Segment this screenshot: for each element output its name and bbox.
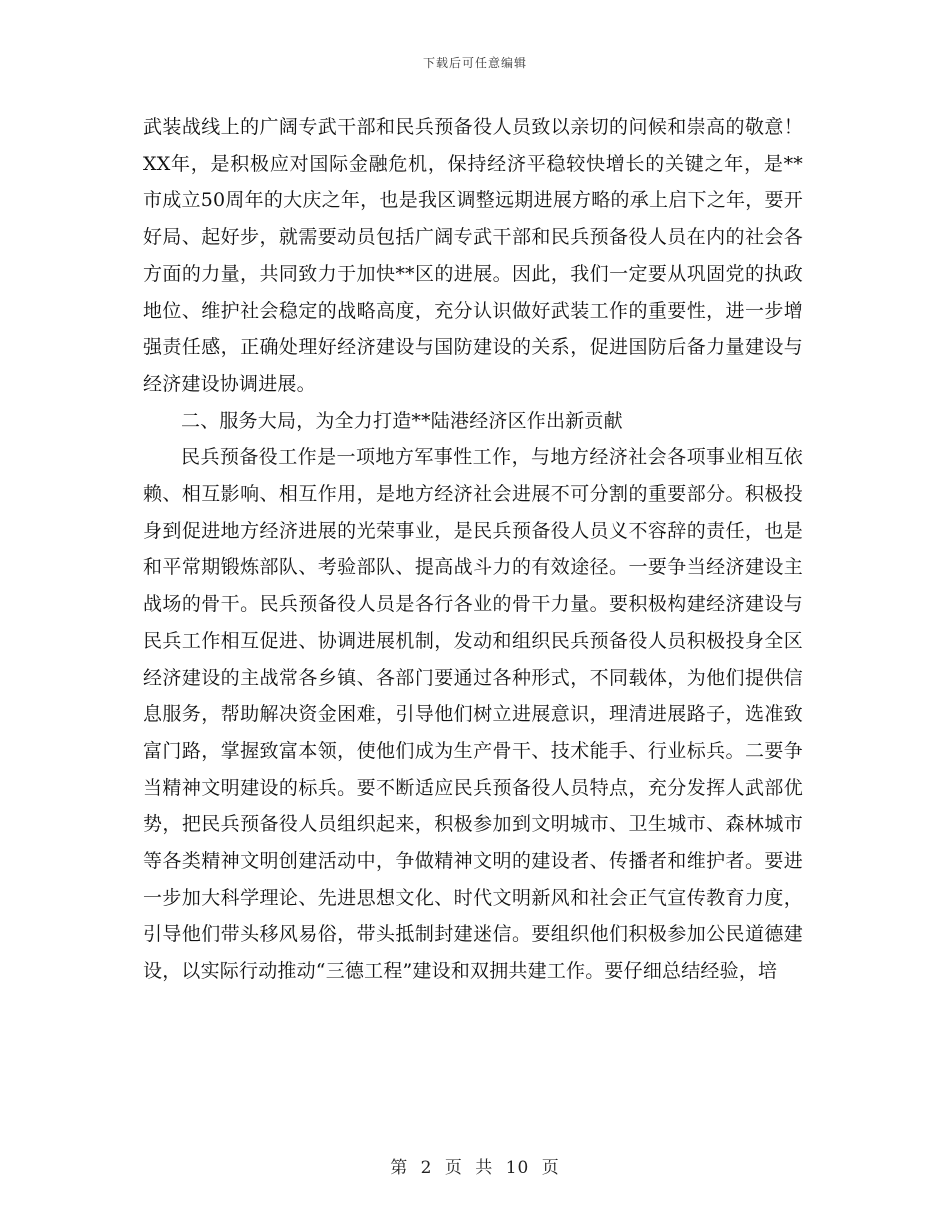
page-footer: 第 2 页 共 10 页 [390, 1158, 560, 1178]
document-body [143, 109, 803, 990]
paragraph-militia-work: 民兵预备役工作是一项地方军事性工作，与地方经济社会各项事业相互依赖、相互影响、相互作用，是地方经济社会进展不可分割的重要部分。积极投身到促进地方经济进展的光荣事业，是民兵预备役人员义不容辞的责任，也是和平常期锻炼部队、考验部队、提高战斗力的有效途径。一要争当经济建设主战场的骨干。民兵预备役人员是各行各业的骨干力量。要积极构建经济建设与民兵工作相互促进、协调进展机制，发动和组织民兵预备役人员积极投身全区经济建设的主战常各乡镇、各部门要通过各种形式，不同载体，为他们提供信息服务，帮助解决资金困难，引导他们树立进展意识，理清进展路子，选准致富门路，掌握致富本领，使他们成为生产骨干、技术能手、行业标兵。二要争当精神文明建设的标兵。要不断适应民兵预备役人员特点，充分发挥人武部优势，把民兵预备役人员组织起来，积极参加到文明城市、卫生城市、森林城市等各类精神文明创建活动中，争做精神文明的建设者、传播者和维护者。要进一步加大科学理论、先进思想文化、时代文明新风和社会正气宣传教育力度，引导他们带头移风易俗，带头抵制封建迷信。要组织他们积极参加公民道德建设，以实际行动推动“三德工程”建设和双拥共建工作。要仔细总结经验，培 [143, 446, 803, 983]
page-header: 下载后可任意编辑 [422, 56, 527, 70]
section-heading: 二、服务大局，为全力打造**陆港经济区作出新贡献 [181, 409, 623, 432]
paragraph-continuation: 武装战线上的广阔专武干部和民兵预备役人员致以亲切的问候和崇高的敬意！XX年，是积极应对国际金融危机，保持经济平稳较快增长的关键之年，是**市成立50周年的大庆之年，也是我区调整远期进展方略的承上启下之年，要开好局、起好步，就需要动员包括广阔专武干部和民兵预备役人员在内的社会各方面的力量，共同致力于加快**区的进展。因此，我们一定要从巩固党的执政地位、维护社会稳定的战略高度，充分认识做好武装工作的重要性，进一步增强责任感，正确处理好经济建设与国防建设的关系，促进国防后备力量建设与经济建设协调进展。 [143, 116, 803, 395]
